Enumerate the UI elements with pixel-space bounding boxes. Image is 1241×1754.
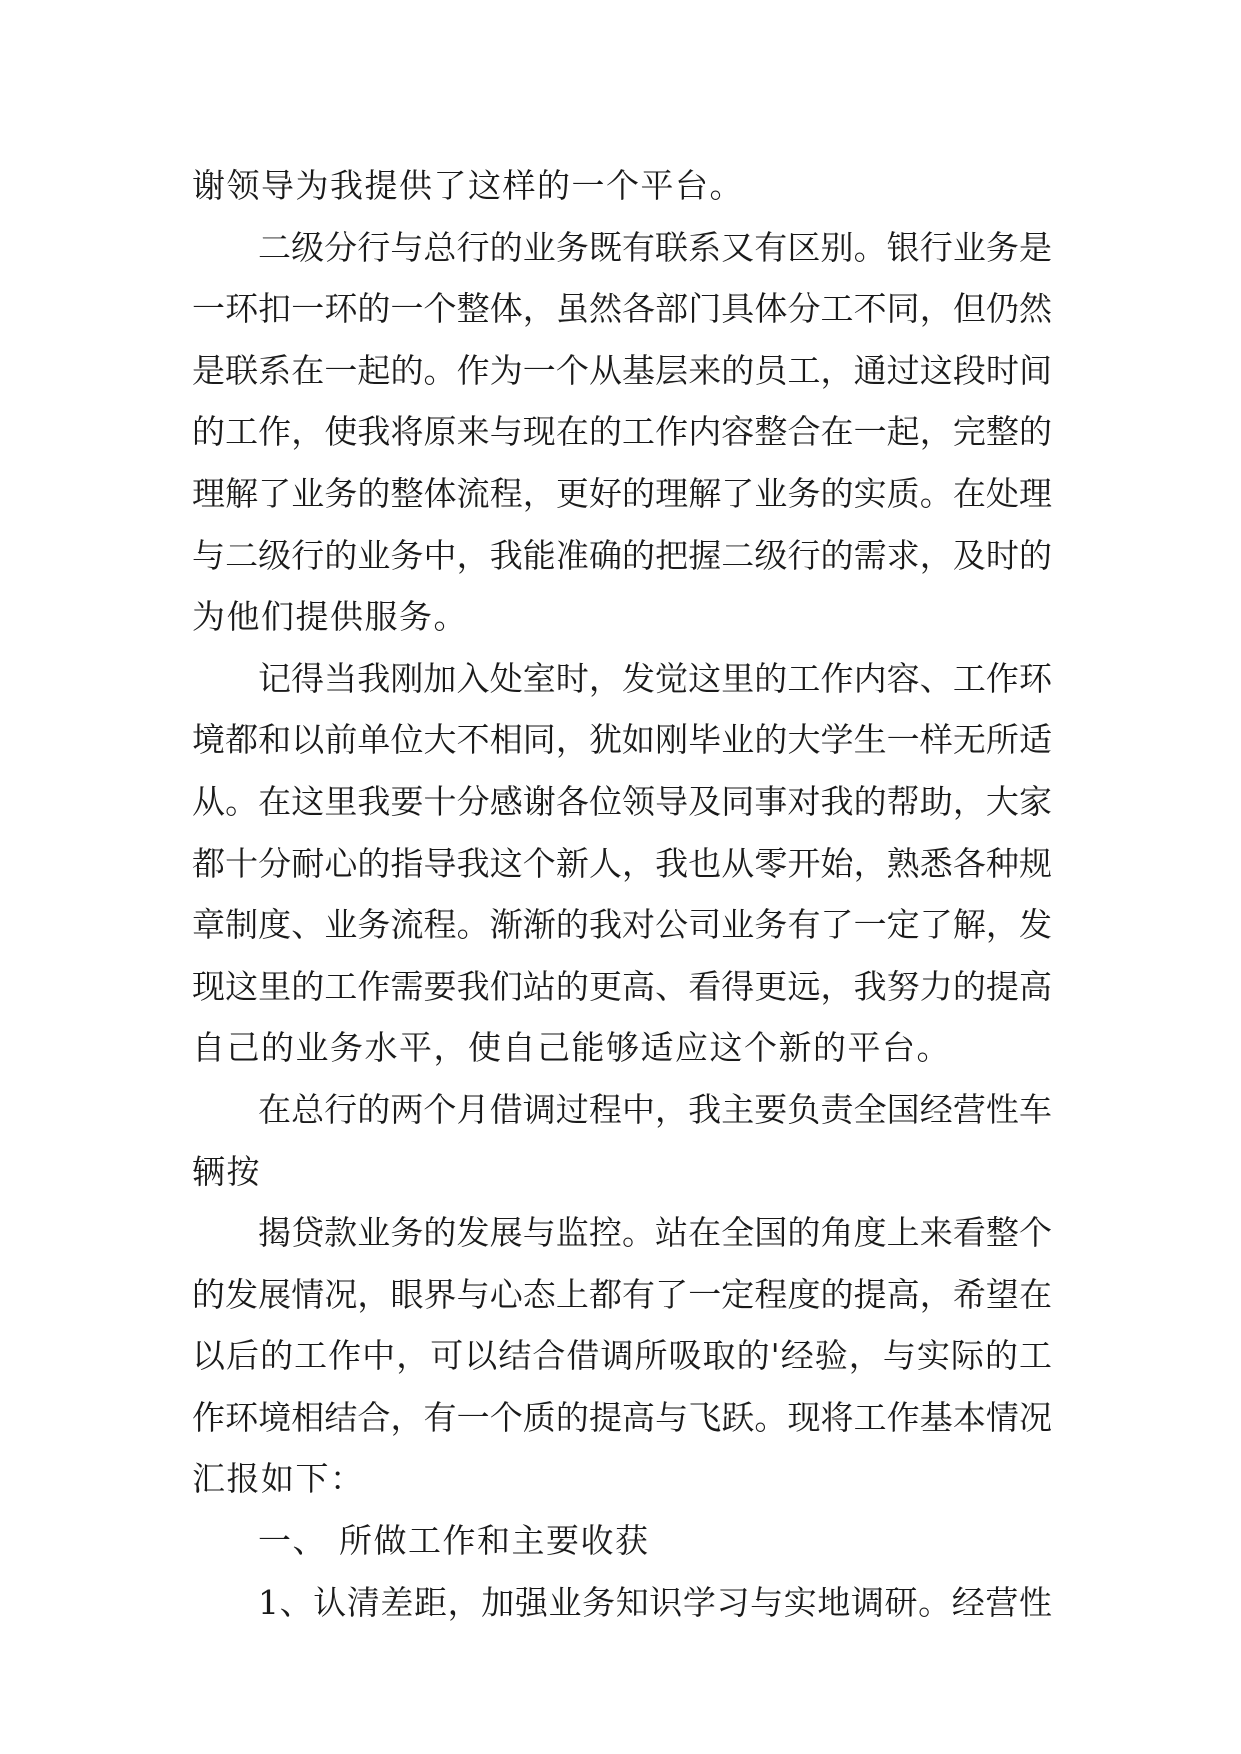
text-line: 现这里的工作需要我们站的更高、看得更远，我努力的提高 bbox=[192, 966, 1052, 1006]
text-line: 都十分耐心的指导我这个新人，我也从零开始，熟悉各种规 bbox=[192, 843, 1052, 883]
paragraph-first-line: 揭贷款业务的发展与监控。站在全国的角度上来看整个 bbox=[258, 1213, 1052, 1253]
text-line: 为他们提供服务。 bbox=[192, 597, 468, 637]
text-line: 作环境相结合，有一个质的提高与飞跃。现将工作基本情况 bbox=[192, 1397, 1052, 1437]
text-line: 一环扣一环的一个整体，虽然各部门具体分工不同，但仍然 bbox=[192, 289, 1052, 329]
document-body bbox=[192, 155, 1052, 1633]
text-line: 章制度、业务流程。渐渐的我对公司业务有了一定了解，发 bbox=[192, 905, 1052, 945]
text-line: 与二级行的业务中，我能准确的把握二级行的需求，及时的 bbox=[192, 535, 1052, 575]
paragraph-first-line: 在总行的两个月借调过程中，我主要负责全国经营性车 bbox=[258, 1089, 1052, 1129]
text-line: 理解了业务的整体流程，更好的理解了业务的实质。在处理 bbox=[192, 473, 1052, 513]
text-line: 辆按 bbox=[192, 1151, 261, 1191]
text-line: 的发展情况，眼界与心态上都有了一定程度的提高，希望在 bbox=[192, 1274, 1052, 1314]
text-line: 汇报如下： bbox=[192, 1459, 365, 1499]
text-line: 自己的业务水平，使自己能够适应这个新的平台。 bbox=[192, 1028, 951, 1068]
text-line: 从。在这里我要十分感谢各位领导及同事对我的帮助，大家 bbox=[192, 781, 1052, 821]
text-line: 以后的工作中，可以结合借调所吸取的'经验，与实际的工 bbox=[192, 1336, 1052, 1376]
text-line: 谢领导为我提供了这样的一个平台。 bbox=[192, 166, 744, 205]
text-line: 的工作，使我将原来与现在的工作内容整合在一起，完整的 bbox=[192, 412, 1052, 452]
text-line: 是联系在一起的。作为一个从基层来的员工，通过这段时间 bbox=[192, 350, 1052, 390]
paragraph-first-line: 记得当我刚加入处室时，发觉这里的工作内容、工作环 bbox=[258, 658, 1052, 698]
text-line: 境都和以前单位大不相同，犹如刚毕业的大学生一样无所适 bbox=[192, 720, 1052, 760]
paragraph-first-line: 1、认清差距，加强业务知识学习与实地调研。经营性 bbox=[258, 1582, 1052, 1622]
section-heading: 一、 所做工作和主要收获 bbox=[258, 1521, 650, 1561]
paragraph-first-line: 二级分行与总行的业务既有联系又有区别。银行业务是 bbox=[258, 227, 1052, 267]
